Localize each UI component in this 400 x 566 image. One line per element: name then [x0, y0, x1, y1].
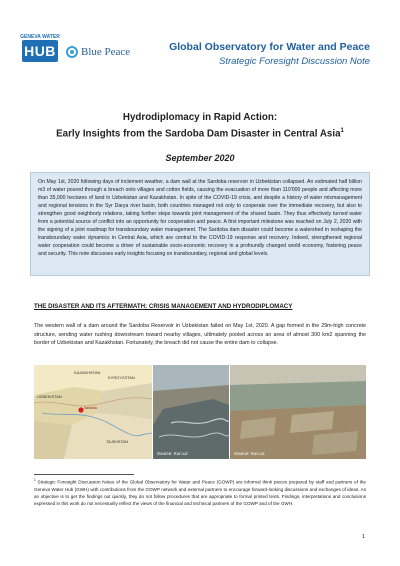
header-title: Global Observatory for Water and Peace	[169, 41, 370, 53]
dam-breach-photo-svg	[153, 365, 229, 459]
map-label: KYRGYZSTAN	[108, 375, 135, 380]
document-title-line2	[20, 128, 380, 139]
title-footnote-mark[interactable]: 1	[340, 128, 344, 134]
footnote	[34, 477, 366, 507]
abstract-text: On May 1st, 2020 following days of inclement weather, a dam wall at the Sardoba reservoir in Uzbekistan collapsed. An estimated half billion m3 of water poured through a breach onto villages and cotton fields, causing the evacuation of more than 110'000 people and affecting more than 35,000 hectares of land in Uzbekistan and Kazakhstan. In spite of the COVID-19 crisis, and despite a history of water mismanagement and regional tensions in the Syr Darya river basin, both countries managed not only to cooperate over the immediate recovery, but also to strengthen good neighborly relations, taking further steps towards joint management of the shared basin. They thus effectively turned water from a potential source of conflict into an opportunity for cooperation and peace. A first important milestone was reached on July 2, 2020 with the signing of a joint roadmap for transboundary water management. The Sardoba dam disaster could become a watershed in reshaping the transboundary water dynamics in Central Asia, which are central to the COVID-19 response and recovery. Indeed, strengthened regional water cooperation could become a driver of sustainable socio-economic recovery in a profoundly changed world economy, fostering peace and security. This note discusses early insights focusing on transboundary, regional and global levels.	[38, 179, 362, 258]
flooded-area-photo	[230, 365, 366, 459]
blue-peace-text: Blue Peace	[81, 46, 131, 58]
abstract-box	[30, 172, 370, 276]
photo-caption: Source: Kun.uz	[157, 451, 188, 456]
map-label: TAJIKISTAN	[106, 439, 129, 444]
sardoba-marker-icon	[78, 407, 83, 412]
document-date: September 2020	[165, 153, 235, 163]
page-number: 1	[362, 534, 366, 540]
blue-peace-icon	[66, 46, 78, 58]
map-label: UZBEKISTAN	[37, 394, 62, 399]
page-header	[0, 0, 400, 80]
footnote-text: Strategic Foresight Discussion Notes of the Global Observatory for Water and Peace (GOWP) are informal think pieces prepared by staff and partners of the Geneva Water Hub (GWH) with contributions from the GOWP network and external partners to encourage forward-looking discussions and exchanges of ideas. As an objective is to get the findings out quickly, they do not follow procedures that are appropriate to formal printed texts. Findings, interpretations and conclusions expressed in this work do not necessarily reflect the views of the financial and technical partners of the GOWP and of the GWH.	[34, 479, 366, 507]
map-label: Sardoba	[84, 406, 97, 410]
header-subtitle: Strategic Foresight Discussion Note	[218, 56, 370, 67]
footnote-divider	[34, 474, 134, 475]
document-title-line1: Hydrodiplomacy in Rapid Action:	[122, 112, 278, 123]
geneva-water-hub-logo	[20, 32, 60, 66]
flooded-area-photo-svg	[230, 365, 366, 459]
photo-caption: Source: Kun.uz	[234, 451, 265, 456]
region-map-svg	[34, 365, 152, 459]
region-map-image	[34, 365, 152, 459]
title-line2-text: Early Insights from the Sardoba Dam Disaster in Central Asia	[56, 128, 341, 140]
logo-top-text: GENEVA WATER	[20, 34, 60, 40]
blue-peace-logo	[66, 44, 130, 60]
section-heading: THE DISASTER AND ITS AFTERMATH: CRISIS MANAGEMENT AND HYDRODIPLOMACY	[34, 303, 293, 310]
section-body: The western wall of a dam around the Sardoba Reservoir in Uzbekistan failed on May 1st, 2020. A gap formed in the 29m-high concrete structure, sending water rushing downstream toward nearby villages, ultimately pooled across an area of almost 300 km2 spanning the border of Uzbekistan and Kazakhstan. Fortunately, the breach did not cause the entire dam to collapse.	[34, 323, 366, 347]
dam-breach-photo	[153, 365, 229, 459]
footnote-mark: 1	[34, 478, 36, 482]
map-label: KAZAKHSTAN	[74, 370, 101, 375]
logo-main-text: HUB	[22, 40, 58, 62]
